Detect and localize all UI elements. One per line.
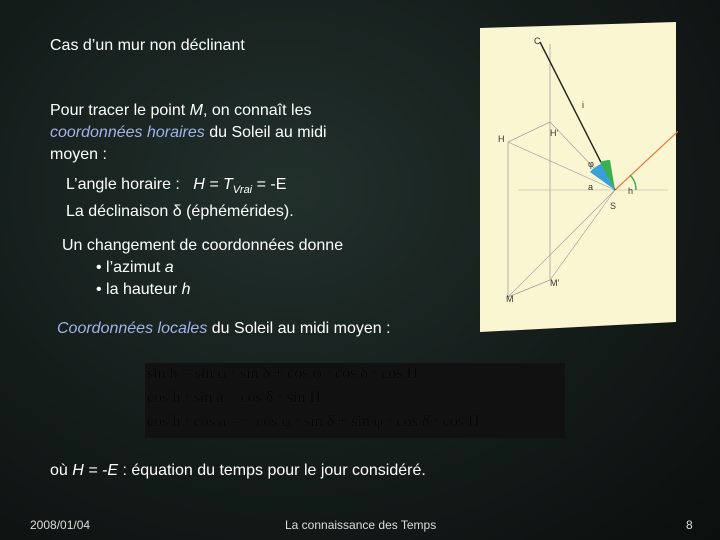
coordinate-change-block — [62, 235, 343, 301]
height-label: • la hauteur — [96, 281, 182, 298]
intro-paragraph — [50, 100, 450, 166]
label-s: S — [610, 201, 617, 211]
label-phi: φ — [588, 159, 594, 169]
intro-text-2: , on connaît les — [202, 102, 312, 119]
formula-cos-h-sin-a: cos h · sin a = cos δ · sin H — [147, 389, 321, 406]
local-coordinates-link[interactable]: Coordonnées locales — [57, 320, 208, 337]
label-m-prime: M’ — [550, 278, 560, 288]
height-bullet — [62, 279, 343, 301]
hour-angle-formula: H = T — [193, 176, 233, 193]
hour-angle-subscript: Vrai — [232, 184, 253, 197]
footer-date: 2008/01/04 — [30, 518, 91, 532]
label-h-cap: H — [498, 134, 505, 144]
wall-panel — [480, 22, 676, 332]
intro-text-3: du Soleil au midi — [204, 124, 327, 141]
intro-text-4: moyen : — [50, 146, 107, 163]
slide-title: Cas d’un mur non déclinant — [50, 37, 245, 54]
azimuth-bullet — [62, 257, 343, 279]
conclusion-text: : équation du temps pour le jour considéré. — [118, 462, 426, 479]
azimuth-var: a — [164, 259, 174, 276]
intro-point: M — [189, 102, 203, 119]
footer-title: La connaissance des Temps — [285, 518, 437, 532]
local-coordinates-text: du Soleil au midi moyen : — [207, 320, 391, 337]
angles-block — [66, 174, 294, 223]
formula-sin-h: sin h = sin φ · sin δ + cos φ · cos δ · cos H — [147, 365, 419, 382]
local-coordinates-line — [57, 320, 391, 338]
conclusion-var: H = -E — [72, 462, 119, 479]
formula-cos-h-cos-a: cos h · cos a = − cos φ · sin δ + sin φ · cos δ · cos H — [147, 413, 480, 430]
sundial-diagram — [478, 22, 678, 332]
intro-text-1: Pour tracer le point — [50, 102, 190, 119]
hour-angle-suffix: = -E — [252, 176, 287, 193]
label-i: i — [582, 100, 584, 110]
height-var: h — [181, 281, 191, 298]
coordinate-change-line: Un changement de coordonnées donne — [62, 237, 344, 254]
footer-page-number: 8 — [686, 518, 693, 532]
label-h: h — [628, 186, 634, 196]
conclusion-line: où H = -E : équation du temps pour le jour considéré. — [50, 462, 426, 479]
label-a: a — [588, 182, 594, 192]
hour-angle-label: L’angle horaire : — [66, 176, 194, 193]
label-m: M — [506, 294, 514, 304]
hour-angle-line — [66, 174, 294, 201]
hour-coordinates-link[interactable]: coordonnées horaires — [50, 124, 205, 141]
label-c: C — [534, 36, 541, 46]
formulas-box — [145, 363, 565, 438]
label-h-prime: H’ — [550, 128, 559, 138]
declination-line: La déclinaison δ (éphémérides). — [66, 203, 294, 221]
azimuth-label: • l’azimut — [96, 259, 165, 276]
